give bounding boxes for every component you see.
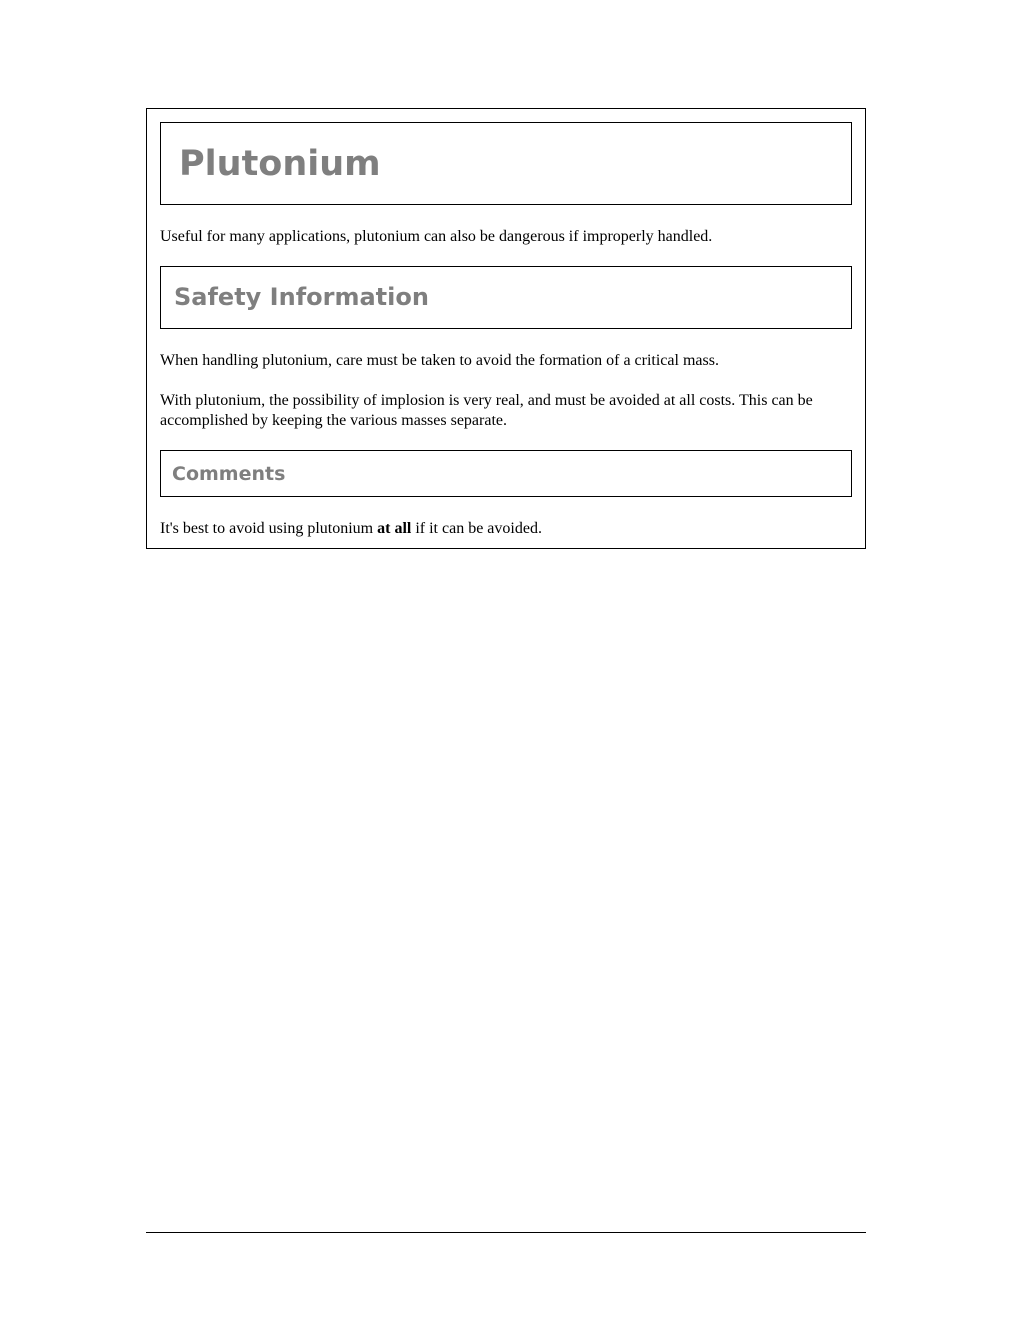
safety-heading: Safety Information <box>174 283 429 311</box>
safety-paragraph-2: With plutonium, the possibility of implosion is very real, and must be avoided at all costs. This can be accomplished by keeping the various masses separate. <box>160 392 813 429</box>
intro-paragraph: Useful for many applications, plutonium can also be dangerous if improperly handled. <box>160 228 713 245</box>
page-title: Plutonium <box>179 144 381 184</box>
comments-heading: Comments <box>172 463 286 485</box>
document-frame <box>146 108 866 549</box>
comments-text-before: It's best to avoid using plutonium <box>160 520 378 537</box>
footer-rule <box>146 1232 866 1233</box>
comments-text-after: if it can be avoided. <box>411 520 542 537</box>
comments-paragraph <box>160 519 852 539</box>
safety-paragraph-1: When handling plutonium, care must be taken to avoid the formation of a critical mass. <box>160 352 719 369</box>
title-box <box>160 122 852 205</box>
safety-heading-box <box>160 266 852 329</box>
comments-text-bold: at all <box>377 520 412 537</box>
comments-heading-box <box>160 450 852 497</box>
